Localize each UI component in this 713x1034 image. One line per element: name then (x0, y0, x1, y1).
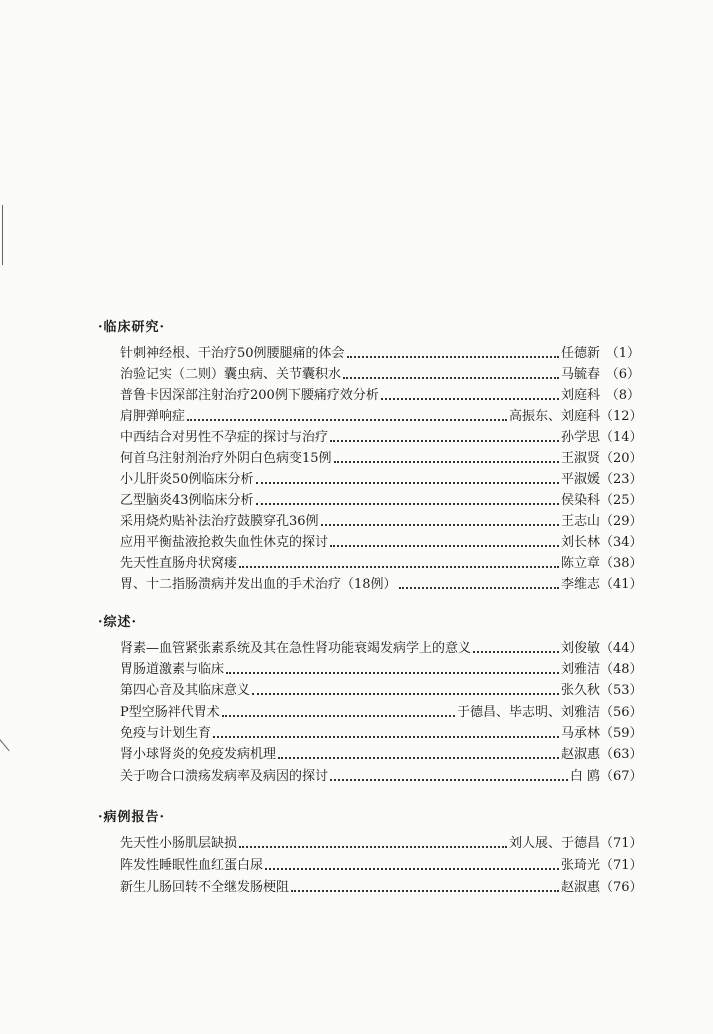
entry-page-number: （63） (600, 747, 643, 762)
entry-author: 张久秋 (560, 683, 600, 698)
dot-leader (343, 368, 559, 379)
toc-entry (120, 426, 643, 446)
entry-page-number: （1） (605, 346, 640, 361)
entry-author: 马承林 (560, 726, 600, 741)
toc-entry (120, 531, 643, 551)
toc-entry (120, 489, 643, 509)
entry-title: 普鲁卡因深部注射治疗200例下腰痛疗效分析 (120, 388, 379, 403)
toc-entry (120, 876, 643, 896)
dot-leader (222, 706, 455, 717)
toc-entry (120, 679, 643, 699)
toc-entry (120, 468, 643, 488)
entry-author: 赵淑惠 (560, 880, 600, 895)
entry-title: 肩胛弹响症 (120, 409, 186, 424)
toc-entry (120, 342, 640, 362)
dot-leader (187, 410, 507, 421)
dot-leader (330, 770, 568, 781)
toc-entry (120, 405, 643, 425)
scan-edge-mark (0, 737, 10, 751)
entry-page-number: （48） (600, 662, 643, 677)
dot-leader (239, 837, 507, 848)
entry-title: 治验记实（二则）囊虫病、关节囊积水 (120, 367, 342, 382)
entry-title: P型空肠袢代胃术 (120, 705, 220, 720)
toc-entry (120, 701, 643, 721)
dot-leader (330, 536, 559, 547)
entry-author: 白 鸥 (569, 769, 600, 784)
entry-author: 张琦光 (560, 858, 600, 873)
entry-title: 先天性小肠肌层缺损 (120, 836, 238, 851)
entry-title: 针刺神经根、干治疗50例腰腿痛的体会 (120, 346, 345, 361)
section-heading: ·临床研究· (98, 320, 166, 335)
entry-author: 王志山 (560, 514, 600, 529)
entry-author: 孙学思 (560, 430, 600, 445)
section-heading: ·病例报告· (98, 810, 166, 825)
entry-page-number: （34） (600, 535, 643, 550)
entry-page-number: （23） (600, 472, 643, 487)
dot-leader (265, 859, 559, 870)
toc-entry (120, 510, 643, 530)
dot-leader (239, 557, 559, 568)
entry-title: 何首乌注射剂治疗外阴白色病变15例 (120, 451, 332, 466)
entry-page-number: （59） (600, 726, 643, 741)
entry-title: 先天性直肠舟状窝瘘 (120, 556, 238, 571)
entry-page-number: （29） (600, 514, 643, 529)
entry-page-number: （41） (600, 577, 643, 592)
entry-title: 第四心音及其临床意义 (120, 683, 251, 698)
entry-title: 小儿肝炎50例临床分析 (120, 472, 254, 487)
entry-page-number: （14） (600, 430, 643, 445)
section-heading: ·综述· (98, 615, 138, 630)
toc-entry (120, 447, 643, 467)
entry-page-number: （56） (600, 705, 643, 720)
entry-author: 刘人展、于德昌 (508, 836, 600, 851)
dot-leader (213, 727, 559, 738)
entry-title: 应用平衡盐液抢救失血性休克的探讨 (120, 535, 329, 550)
dot-leader (252, 684, 559, 695)
toc-entry (120, 384, 640, 404)
entry-author: 于德昌、毕志明、刘雅洁 (456, 705, 600, 720)
entry-page-number: （8） (605, 388, 640, 403)
entry-author: 赵淑惠 (560, 747, 600, 762)
dot-leader (334, 452, 559, 463)
entry-page-number: （25） (600, 493, 643, 508)
entry-author: 平淑媛 (560, 472, 600, 487)
toc-entry (120, 552, 643, 572)
toc-entry (120, 765, 643, 785)
entry-title: 肾素—血管紧张素系统及其在急性肾功能衰竭发病学上的意义 (120, 641, 472, 656)
toc-entry (120, 854, 643, 874)
entry-page-number: （76） (600, 880, 643, 895)
entry-page-number: （12） (600, 409, 643, 424)
dot-leader (347, 347, 559, 358)
entry-author: 马毓春 (560, 367, 600, 382)
entry-page-number: （53） (600, 683, 643, 698)
entry-author: 李维志 (560, 577, 600, 592)
toc-entry (120, 722, 643, 742)
toc-entry (120, 832, 643, 852)
toc-entry (120, 743, 643, 763)
entry-title: 关于吻合口溃疡发病率及病因的探讨 (120, 769, 329, 784)
toc-entry (120, 573, 643, 593)
entry-title: 胃、十二指肠溃病并发出血的手术治疗（18例） (120, 577, 397, 592)
dot-leader (399, 578, 559, 589)
entry-page-number: （6） (605, 367, 640, 382)
entry-title: 胃肠道激素与临床 (120, 662, 225, 677)
entry-page-number: （38） (600, 556, 643, 571)
entry-page-number: （71） (600, 836, 643, 851)
entry-page-number: （71） (600, 858, 643, 873)
entry-author: 刘庭科 (560, 388, 600, 403)
scan-edge-mark (2, 205, 3, 265)
dot-leader (321, 515, 559, 526)
entry-author: 刘长林 (560, 535, 600, 550)
entry-page-number: （20） (600, 451, 643, 466)
entry-title: 采用烧灼贴补法治疗鼓膜穿孔36例 (120, 514, 319, 529)
toc-entry (120, 658, 643, 678)
dot-leader (381, 389, 559, 400)
entry-author: 陈立章 (560, 556, 600, 571)
entry-page-number: （67） (600, 769, 643, 784)
dot-leader (278, 748, 559, 759)
dot-leader (473, 642, 559, 653)
entry-author: 刘俊敏 (560, 641, 600, 656)
entry-title: 新生儿肠回转不全继发肠梗阻 (120, 880, 290, 895)
entry-author: 刘雅洁 (560, 662, 600, 677)
entry-author: 王淑贤 (560, 451, 600, 466)
dot-leader (256, 473, 559, 484)
toc-entry (120, 363, 640, 383)
dot-leader (330, 431, 559, 442)
entry-title: 免疫与计划生育 (120, 726, 212, 741)
entry-author: 高振东、刘庭科 (508, 409, 600, 424)
entry-page-number: （44） (600, 641, 643, 656)
dot-leader (256, 494, 559, 505)
entry-title: 中西结合对男性不孕症的探讨与治疗 (120, 430, 329, 445)
entry-author: 任德新 (560, 346, 600, 361)
dot-leader (291, 881, 559, 892)
toc-entry (120, 637, 643, 657)
entry-author: 侯染科 (560, 493, 600, 508)
entry-title: 阵发性睡眠性血红蛋白尿 (120, 858, 264, 873)
entry-title: 肾小球肾炎的免疫发病机理 (120, 747, 277, 762)
entry-title: 乙型脑炎43例临床分析 (120, 493, 254, 508)
dot-leader (226, 663, 559, 674)
